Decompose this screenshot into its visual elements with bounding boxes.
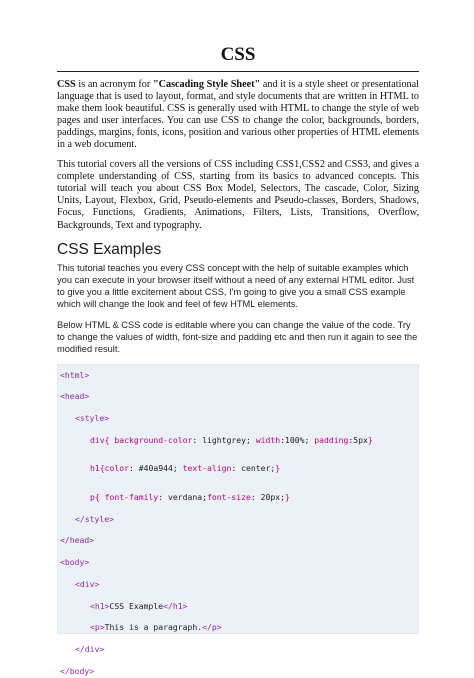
code-line: [60, 411, 418, 425]
code-h1-selector: h1{: [90, 463, 105, 474]
code-p-val-1: : verdana;: [158, 491, 207, 502]
code-line: [60, 533, 418, 547]
page-content: [57, 44, 419, 677]
code-style-open: <style>: [75, 413, 110, 424]
section-heading: CSS Examples: [57, 240, 162, 258]
code-line: [60, 368, 418, 382]
code-h1-val-1: : #40a944;: [129, 463, 183, 474]
code-p-val-2: : 20px;: [250, 491, 285, 502]
code-h1-val-2: : center;: [231, 463, 276, 474]
code-div-val-2: :100%;: [280, 434, 315, 445]
code-p-text: This is a paragraph.: [104, 622, 203, 633]
code-div-prop-3: padding: [314, 434, 349, 445]
code-line: [60, 620, 418, 634]
code-p-prop-1: font-family: [104, 491, 159, 502]
code-p-close-tag: </p>: [202, 622, 222, 633]
tutorial-paragraph: This tutorial covers all the versions of CSS including CSS1,CSS2 and CSS3, and gives a complete understanding of CSS, starting from its basics to advanced concepts. This tutorial will teach you about CSS Box Model, Selectors, The cascade, Color, Sizing Units, Layout, Flexbox, Grid, Pseudo-elements and Pseudo-classes, Borders, Shadows, Focus, Functions, Gradients, Animations, Filters, Lists, Transitions, Overflow, Backgrounds, Text and typography.: [57, 159, 419, 231]
code-p-selector: p{: [90, 491, 105, 502]
title-block: [57, 44, 419, 72]
code-div-val-3: :5px: [348, 434, 368, 445]
code-h1-open-tag: <h1>: [90, 600, 110, 611]
code-html-open: <html>: [60, 369, 90, 380]
code-div-prop-2: width: [255, 434, 281, 445]
code-body-open: <body>: [60, 557, 90, 568]
code-div-close-tag: </div>: [75, 644, 105, 655]
code-div-prop-1: background-color: [114, 434, 193, 445]
intro-paragraph: [57, 79, 419, 151]
intro-text-2: and it is a style sheet or presentational language that is used to layout, format, and style documents that are written in HTML to make them look beautiful. CSS is generally used with HTML to change the style of web pages and user interfaces. You can use CSS to change the color, backgrounds, borders, paddings, margins, fonts, icons, position and various other properties of HTML elements in a web document.: [57, 79, 419, 151]
code-line: [60, 599, 418, 613]
code-line: [60, 433, 418, 447]
code-h1-text: CSS Example: [109, 600, 164, 611]
code-h1-close-tag: </h1>: [163, 600, 188, 611]
code-p-prop-2: font-size: [206, 491, 251, 502]
code-line: [60, 389, 418, 403]
code-line: [60, 512, 418, 526]
code-line: [60, 555, 418, 569]
code-div-close: }: [367, 434, 373, 445]
code-h1-close: }: [275, 463, 281, 474]
code-p-close: }: [284, 491, 290, 502]
code-div-open: <div>: [75, 578, 100, 589]
intro-lead: CSS: [57, 79, 76, 90]
intro-bold-phrase: "Cascading Style Sheet": [152, 79, 261, 90]
code-body-close: </body>: [60, 666, 95, 677]
code-line: [60, 664, 418, 678]
code-line: [60, 490, 418, 504]
code-style-close: </style>: [75, 513, 114, 524]
editable-paragraph: Below HTML & CSS code is editable where you can change the value of the code. Try to change the values of width, font-size and padding etc and then run it again to see the modified result.: [57, 319, 418, 355]
examples-paragraph: This tutorial teaches you every CSS concept with the help of suitable examples which you can execute in your browser itself without a need of any external HTML editor. Just to give you a little excitement about CSS, I'm going to give you a small CSS example which will change the look and feel of few HTML elements.: [57, 262, 415, 310]
code-p-open-tag: <p>: [90, 622, 105, 633]
code-line: [60, 461, 418, 475]
code-div-val-1: : lightgrey;: [192, 434, 256, 445]
code-div-selector: div{: [90, 434, 115, 445]
code-h1-prop-1: color: [104, 463, 129, 474]
code-line: [60, 577, 418, 591]
code-head-close: </head>: [60, 535, 95, 546]
intro-text-1: is an acronym for: [75, 79, 153, 90]
code-editor[interactable]: [57, 364, 419, 677]
code-line: [60, 642, 418, 656]
code-head-open: <head>: [60, 391, 90, 402]
page-title: CSS: [220, 44, 256, 65]
code-h1-prop-2: text-align: [182, 463, 232, 474]
